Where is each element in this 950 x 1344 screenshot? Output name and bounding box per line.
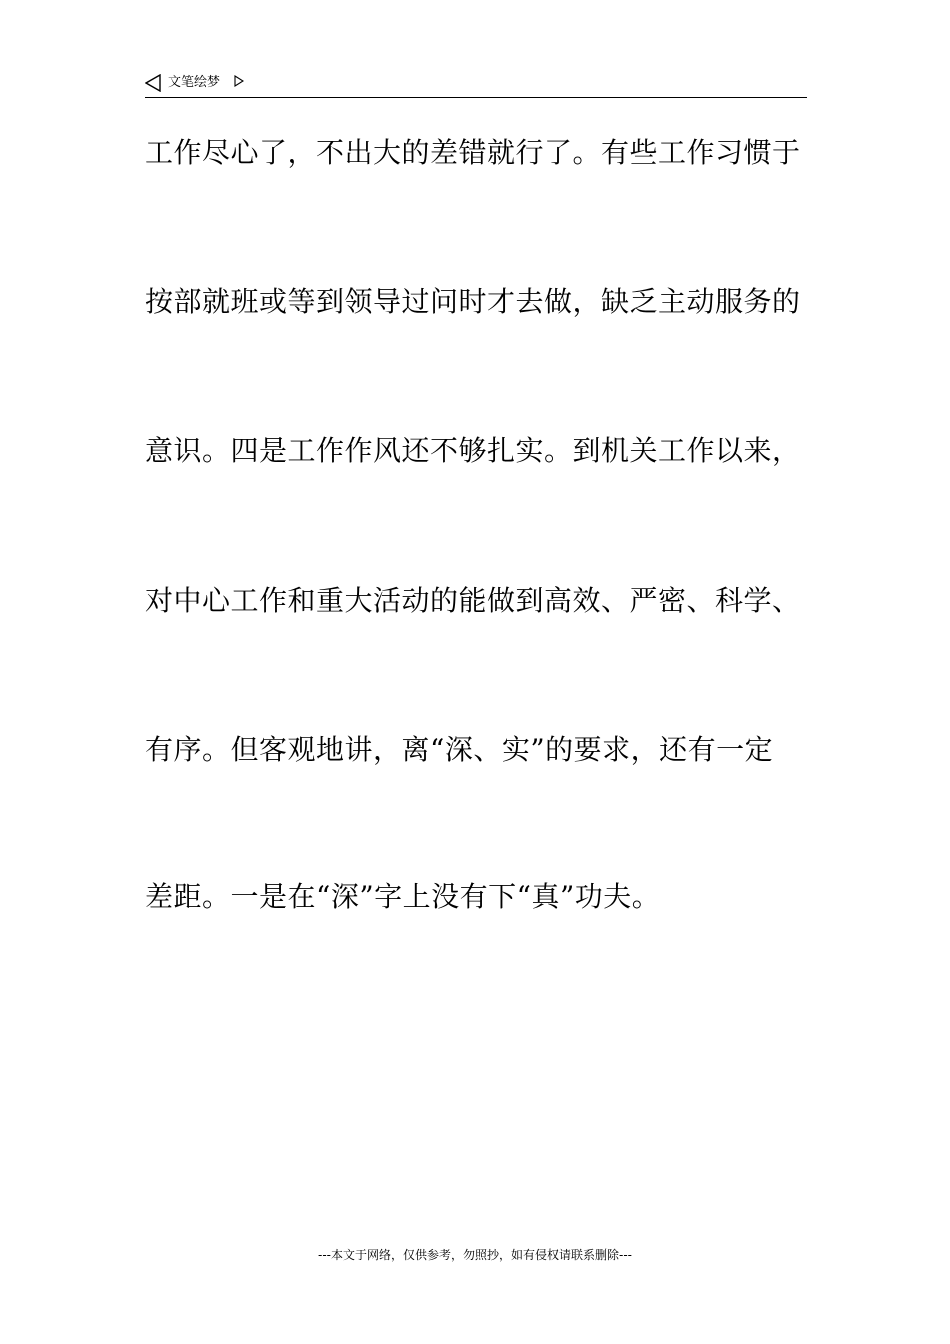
text-line: 对中心工作和重大活动的能做到高效、严密、科学、 [145, 584, 801, 617]
left-triangle-icon [145, 74, 161, 92]
text-line: 差距。一是在“深”字上没有下“真”功夫。 [145, 880, 661, 913]
right-triangle-icon [234, 75, 244, 87]
text-line: 工作尽心了，不出大的差错就行了。有些工作习惯于 [145, 136, 801, 169]
header-title: 文笔绘梦 [168, 75, 221, 90]
page-header [145, 72, 807, 98]
text-line: 意识。四是工作作风还不够扎实。到机关工作以来， [145, 434, 801, 467]
footer-disclaimer: ---本文于网络，仅供参考，勿照抄，如有侵权请联系删除--- [318, 1248, 632, 1262]
text-line: 有序。但客观地讲，离“深、实”的要求，还有一定 [145, 733, 774, 766]
text-line: 按部就班或等到领导过问时才去做，缺乏主动服务的 [145, 285, 801, 318]
